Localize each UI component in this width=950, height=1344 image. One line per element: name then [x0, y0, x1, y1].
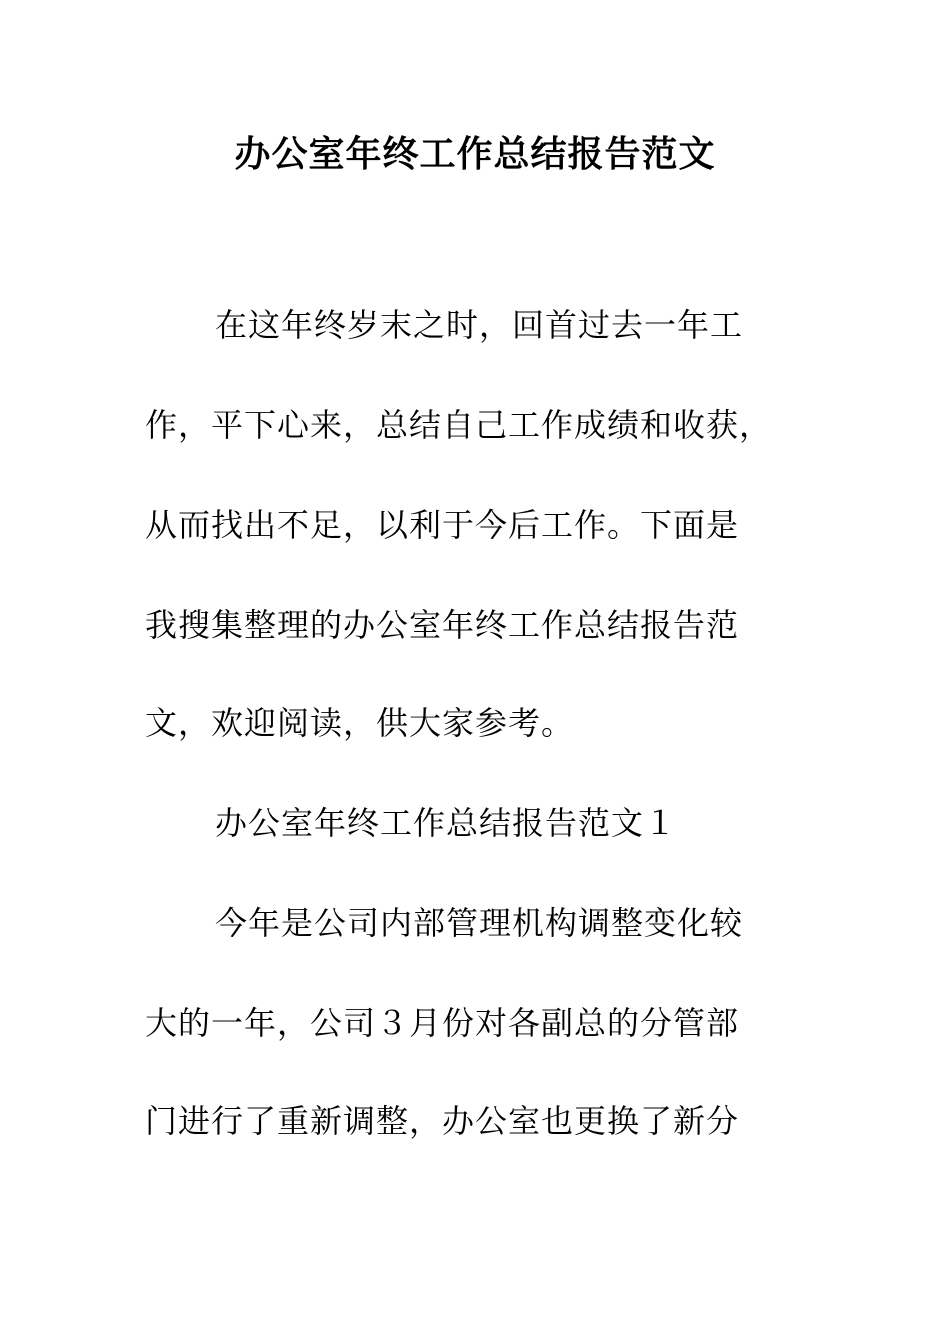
document-title: 办公室年终工作总结报告范文 [234, 133, 716, 175]
paragraph-line: 从而找出不足，以利于今后工作。下面是 [145, 506, 740, 544]
paragraph-line: 门进行了重新调整，办公室也更换了新分 [145, 1102, 740, 1140]
section-heading: 办公室年终工作总结报告范文１ [215, 804, 678, 842]
paragraph-line: 今年是公司内部管理机构调整变化较 [215, 904, 744, 942]
paragraph-line: 文，欢迎阅读，供大家参考。 [145, 704, 575, 742]
paragraph-line: 大的一年，公司３月份对各副总的分管部 [145, 1004, 740, 1042]
paragraph-line: 在这年终岁末之时，回首过去一年工 [215, 306, 744, 344]
paragraph-line: 我搜集整理的办公室年终工作总结报告范 [145, 606, 740, 644]
paragraph-line: 作，平下心来，总结自己工作成绩和收获， [145, 406, 773, 444]
